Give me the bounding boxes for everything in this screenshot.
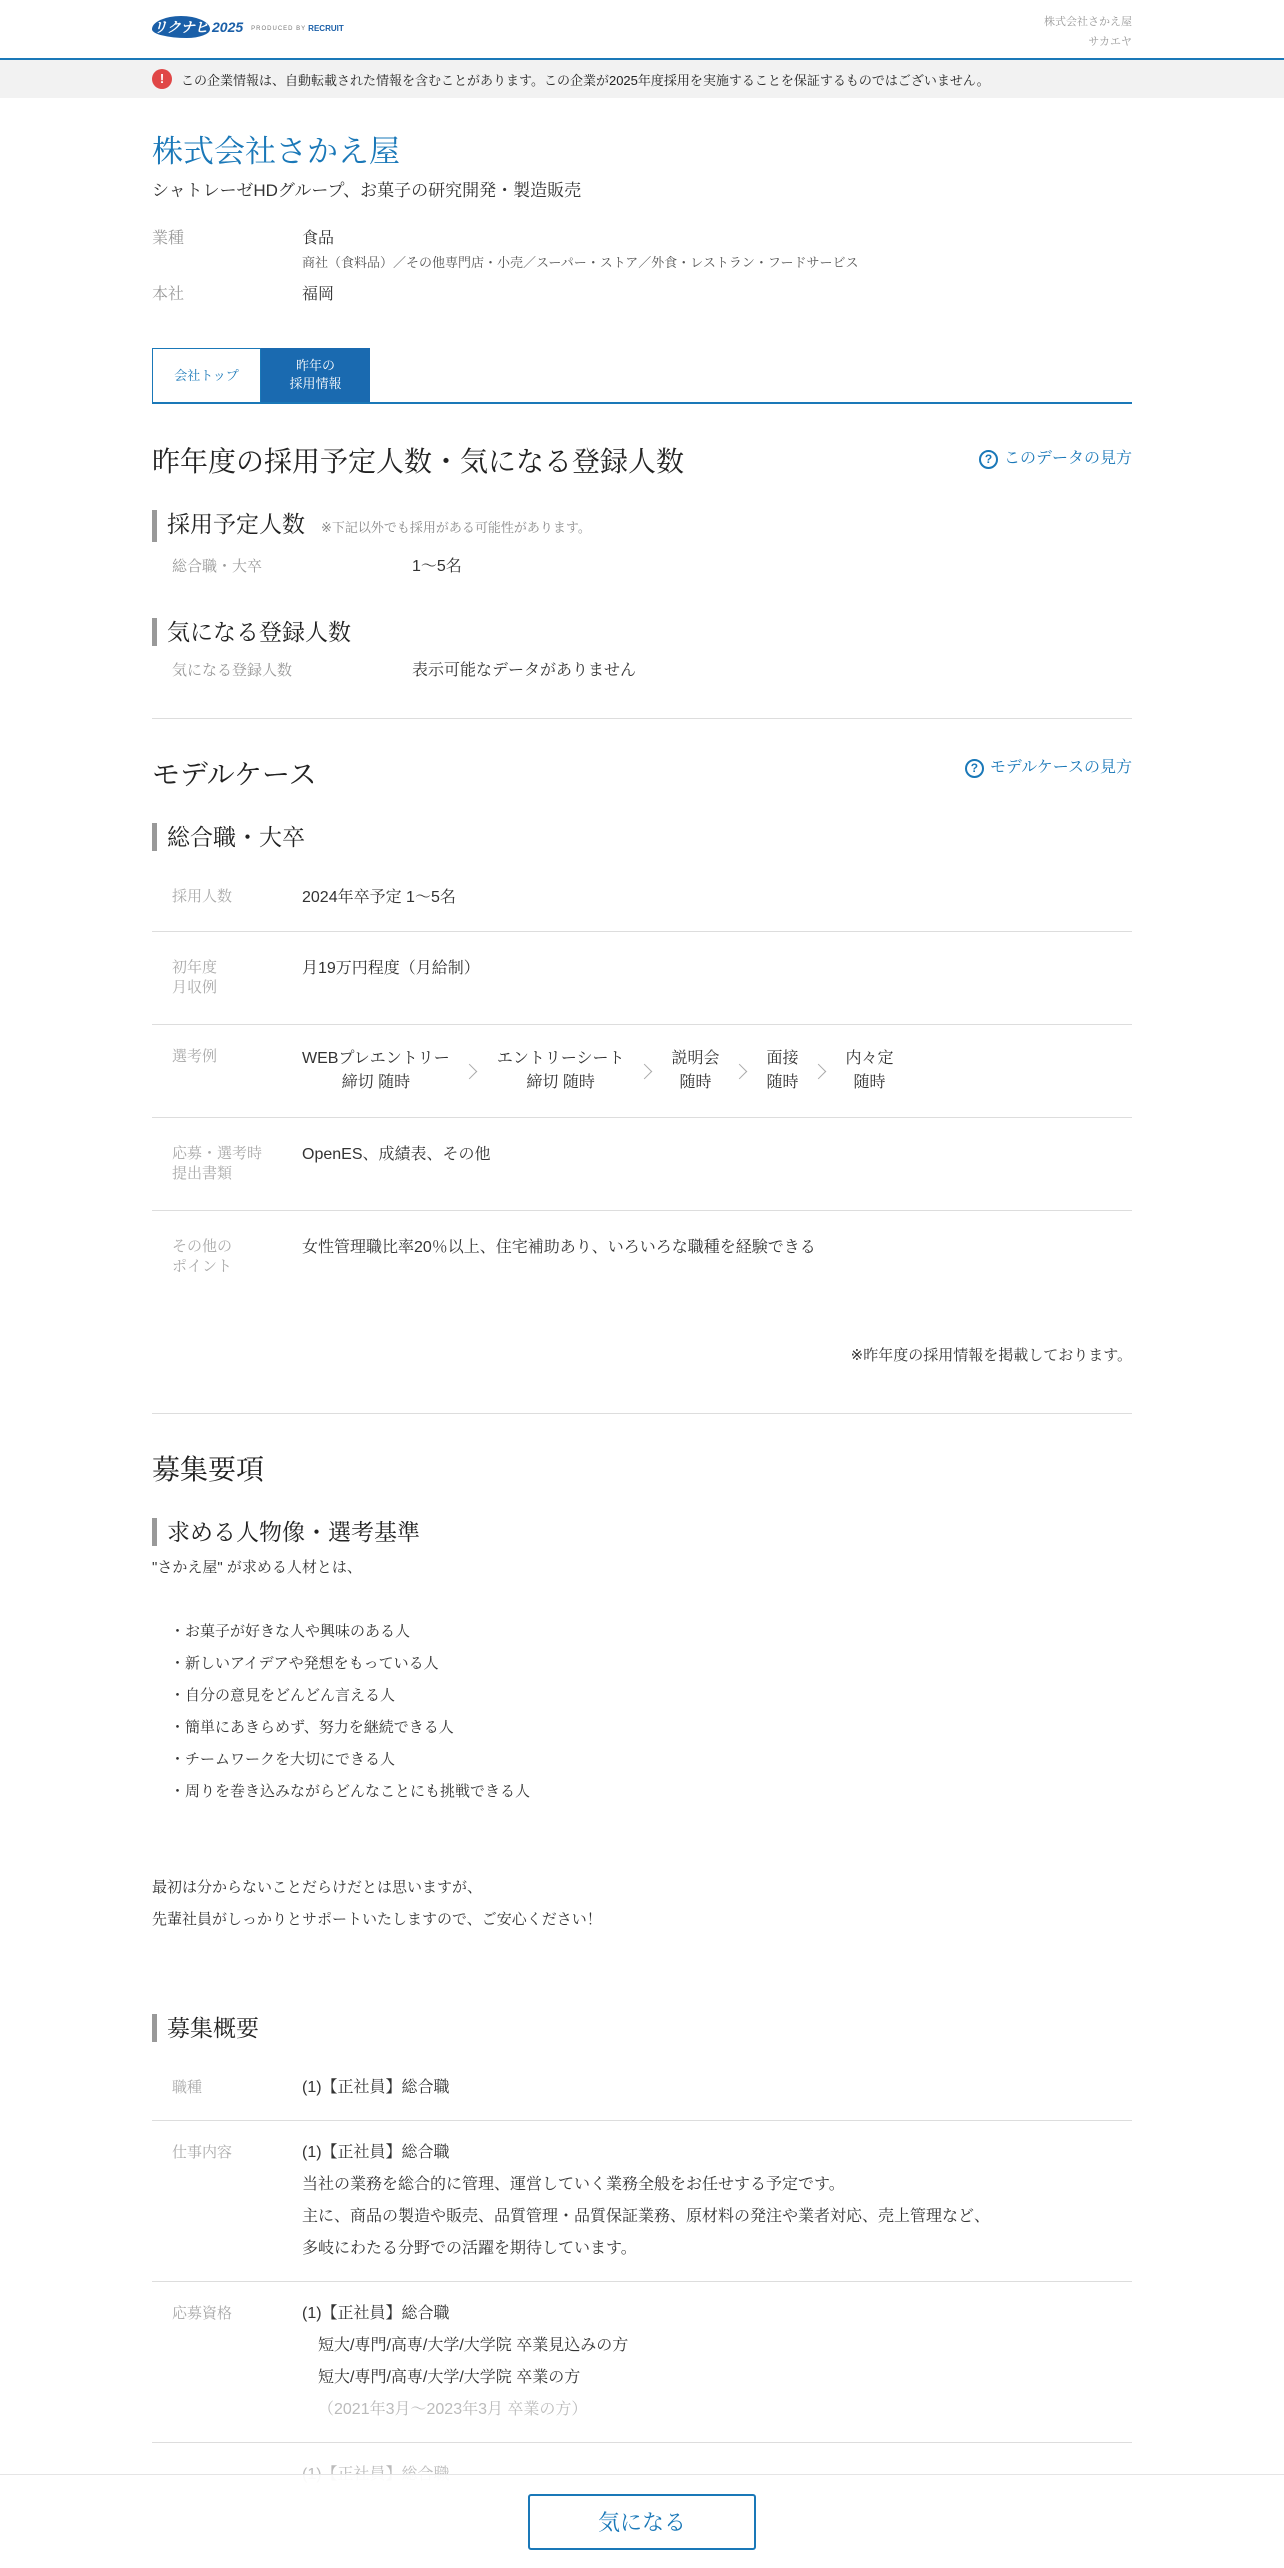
selection-steps: [302, 1047, 894, 1095]
qualification-label: 応募資格: [172, 2305, 233, 2322]
industry-main: 食品: [302, 230, 335, 247]
section-divider: [152, 1413, 1132, 1414]
work-line: 当社の業務を総合的に管理、運営していく業務全般をお任せする予定です。: [302, 2176, 845, 2193]
kininaru-button[interactable]: 気になる: [528, 2494, 756, 2550]
work-label: 仕事内容: [172, 2144, 233, 2161]
points-value: 女性管理職比率20％以上、住宅補助あり、いろいろな職種を経験できる: [302, 1239, 816, 1256]
hires-label: 採用人数: [172, 888, 233, 905]
points-label: [172, 1237, 302, 1277]
step-name: WEBプレエントリー: [302, 1050, 450, 1067]
persona-title: [152, 1518, 1132, 1546]
tab-label-line2: 採用情報: [289, 376, 342, 391]
table-row: [152, 2282, 1132, 2443]
planned-hires-note: ※下記以外でも採用がある可能性があります。: [321, 520, 591, 535]
data-guide-link[interactable]: [979, 448, 1132, 470]
model-case-table: [152, 865, 1132, 1303]
persona-closing: [152, 1872, 1132, 1936]
planned-hires-heading: 採用予定人数: [167, 511, 305, 537]
selection-step: [672, 1047, 720, 1095]
planned-hires-value: 1～5名: [412, 558, 462, 575]
logo-brand: リクナビ: [152, 16, 210, 38]
list-item: ・簡単にあきらめず、努力を継続できる人: [170, 1719, 454, 1736]
step-name: 面接: [766, 1050, 799, 1067]
hires-value: 2024年卒予定 1～5名: [302, 889, 456, 906]
planned-hires-row: [152, 556, 1132, 578]
question-icon: ?: [965, 759, 984, 778]
data-guide-label: このデータの見方: [1003, 450, 1132, 467]
bottom-action-bar: [0, 2474, 1284, 2568]
income-label: [172, 958, 302, 998]
work-line: 多岐にわたる分野での活躍を期待しています。: [302, 2240, 637, 2257]
step-deadline: 締切 随時: [341, 1074, 411, 1091]
header-company-name: 株式会社さかえ屋: [1044, 16, 1132, 28]
model-case-guide-label: モデルケースの見方: [989, 759, 1132, 776]
work-line: (1)【正社員】総合職: [302, 2144, 450, 2161]
registrations-title: [152, 618, 1132, 646]
step-deadline: 随時: [853, 1074, 886, 1091]
overview-title: [152, 2014, 1132, 2042]
step-deadline: 随時: [766, 1074, 799, 1091]
table-row: [152, 2056, 1132, 2121]
model-case-subheading: 総合職・大卒: [167, 824, 305, 850]
work-value: [302, 2137, 990, 2265]
closing-line: 最初は分からないことだらけだとは思いますが、: [152, 1879, 483, 1896]
points-label-line1: その他の: [172, 1238, 233, 1255]
job-label: 職種: [172, 2079, 203, 2096]
documents-label: [172, 1144, 302, 1184]
logo-produced-by: PRODUCED BY: [251, 26, 307, 32]
table-row: [152, 932, 1132, 1025]
qualification-line: 短大/専門/高専/大学/大学院 卒業の方: [318, 2369, 581, 2386]
model-case-footnote: ※昨年度の採用情報を掲載しております。: [850, 1347, 1132, 1364]
overview-heading: 募集概要: [167, 2015, 259, 2041]
income-label-line1: 初年度: [172, 959, 218, 976]
logo-year: 2025: [212, 19, 244, 35]
logo-recruit: RECRUIT: [308, 24, 344, 33]
industry-row: [152, 226, 1132, 274]
step-deadline: 随時: [679, 1074, 712, 1091]
selection-step: [846, 1047, 894, 1095]
selection-step: [767, 1047, 799, 1095]
persona-heading: 求める人物像・選考基準: [167, 1519, 420, 1545]
income-value: 月19万円程度（月給制）: [302, 960, 480, 977]
section-divider: [152, 718, 1132, 719]
selection-step: [302, 1047, 450, 1095]
table-row: [152, 1118, 1132, 1211]
requirements-title: 募集要項: [152, 1454, 265, 1485]
work-line: 主に、商品の製造や販売、品質管理・品質保証業務、原材料の発注や業者対応、売上管理など、: [302, 2208, 991, 2225]
planned-hires-title: [152, 510, 1132, 542]
header-company-info: [1044, 12, 1132, 52]
persona-list: [152, 1616, 1132, 1808]
documents-value: OpenES、成績表、その他: [302, 1146, 491, 1163]
industry-label: 業種: [152, 230, 185, 247]
closing-line: 先輩社員がしっかりとサポートいたしますので、ご安心ください！: [152, 1911, 602, 1928]
step-name: 内々定: [845, 1050, 894, 1067]
tab-last-year-recruit[interactable]: [261, 348, 370, 402]
step-name: 説明会: [671, 1050, 720, 1067]
overview-table: [152, 2056, 1132, 2513]
chevron-right-icon: [636, 1063, 652, 1079]
table-row: [152, 1025, 1132, 1118]
site-header: [0, 0, 1284, 60]
list-item: ・新しいアイデアや発想をもっている人: [170, 1655, 439, 1672]
tab-label-line1: 昨年の: [295, 358, 335, 373]
model-case-title: モデルケース: [152, 759, 317, 790]
list-item: ・お菓子が好きな人や興味のある人: [170, 1623, 411, 1640]
income-label-line2: 月収例: [172, 979, 218, 996]
step-name: エントリーシート: [496, 1050, 625, 1067]
model-case-guide-link[interactable]: [965, 757, 1132, 779]
tab-last-year-recruit-label: [289, 357, 341, 393]
model-case-subtitle: [152, 823, 1132, 851]
chevron-right-icon: [810, 1063, 826, 1079]
table-row: [152, 865, 1132, 932]
list-item: ・チームワークを大切にできる人: [170, 1751, 396, 1768]
list-item: ・周りを巻き込みながらどんなことにも挑戦できる人: [170, 1783, 531, 1800]
persona-intro: "さかえ屋" が求める人材とは、: [152, 1559, 362, 1576]
hq-label: 本社: [152, 286, 185, 303]
step-deadline: 締切 随時: [526, 1074, 595, 1091]
hq-value: 福岡: [302, 286, 335, 303]
notice-banner: [0, 60, 1284, 98]
warning-icon: !: [152, 69, 172, 89]
chevron-right-icon: [462, 1063, 478, 1079]
qualification-value: [302, 2298, 628, 2426]
company-name: 株式会社さかえ屋: [152, 134, 400, 169]
job-value: (1)【正社員】総合職: [302, 2079, 450, 2096]
registrations-label: 気になる登録人数: [172, 662, 293, 679]
question-icon: ?: [979, 450, 998, 469]
selection-label: 選考例: [172, 1048, 218, 1065]
company-catchphrase: シャトレーゼHDグループ、お菓子の研究開発・製造販売: [152, 181, 582, 200]
registrations-value: 表示可能なデータがありません: [412, 662, 637, 679]
qualification-line: （2021年3月～2023年3月 卒業の方）: [318, 2401, 588, 2418]
documents-label-line2: 提出書類: [172, 1165, 233, 1182]
selection-step: [497, 1047, 625, 1095]
model-case-header: [152, 757, 1132, 793]
recruit-count-title: 昨年度の採用予定人数・気になる登録人数: [152, 446, 685, 477]
tab-company-top-label: 会社トップ: [174, 367, 239, 383]
recruit-count-header: [152, 444, 1132, 480]
tab-company-top[interactable]: [152, 348, 261, 402]
planned-hires-label: 総合職・大卒: [172, 558, 263, 575]
table-row: [152, 1211, 1132, 1303]
notice-text: この企業情報は、自動転載された情報を含むことがあります。この企業が2025年度採用を実施することを保証するものではございません。: [181, 72, 990, 88]
chevron-right-icon: [731, 1063, 747, 1079]
main-content: [152, 132, 1132, 2513]
hq-row: [152, 282, 1132, 308]
company-tabs: [152, 348, 1132, 404]
qualification-line: 短大/専門/高専/大学/大学院 卒業見込みの方: [318, 2337, 629, 2354]
rikunabi-logo[interactable]: [152, 16, 344, 38]
industry-sub: 商社（食料品）／その他専門店・小売／スーパー・ストア／外食・レストラン・フードサービス: [302, 255, 859, 270]
registrations-heading: 気になる登録人数: [167, 619, 351, 645]
qualification-line: (1)【正社員】総合職: [302, 2305, 450, 2322]
header-company-kana: サカエヤ: [1088, 36, 1132, 48]
registrations-row: [152, 660, 1132, 682]
table-row: [152, 2121, 1132, 2282]
list-item: ・自分の意見をどんどん言える人: [170, 1687, 396, 1704]
documents-label-line1: 応募・選考時: [172, 1145, 263, 1162]
points-label-line2: ポイント: [172, 1258, 233, 1275]
